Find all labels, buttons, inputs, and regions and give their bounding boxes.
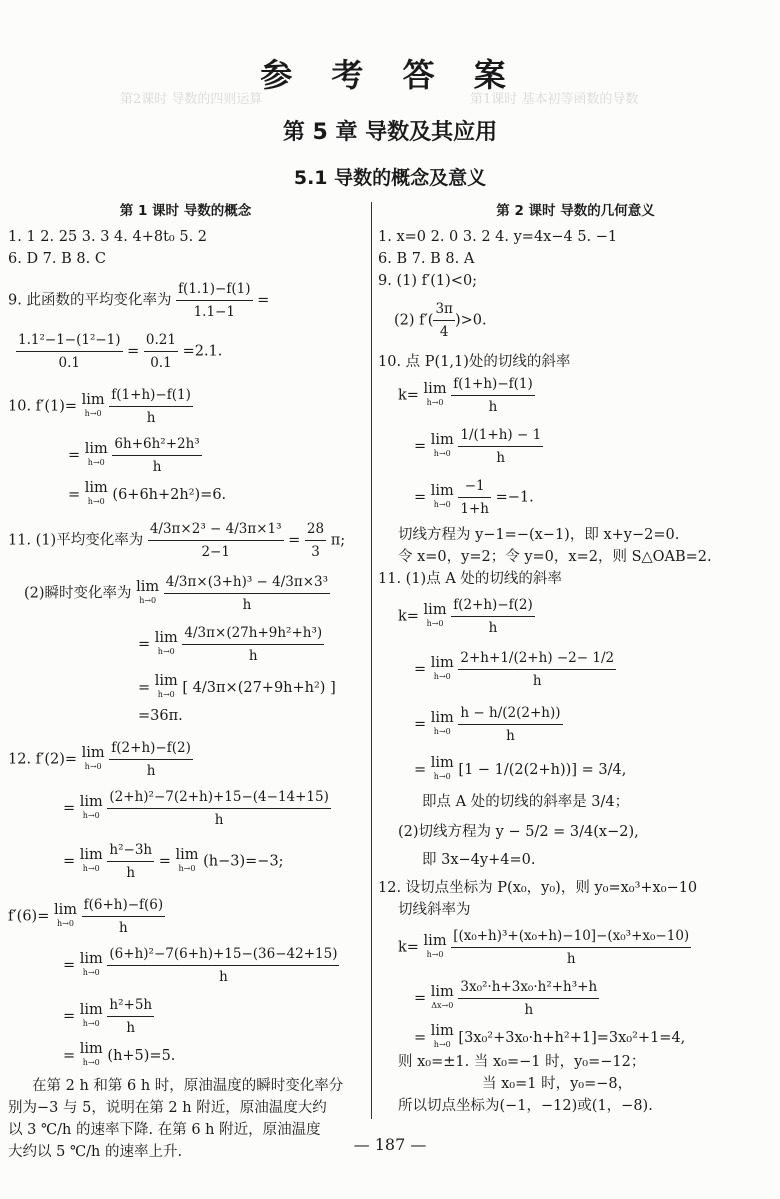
limit: [423, 932, 447, 961]
q10-line1: [398, 373, 773, 418]
lim-word: lim: [79, 846, 103, 863]
numerator: 6h+6h²+2h³: [112, 433, 201, 456]
paragraph-line: 以 3 ℃/h 的速率下降. 在第 6 h 附近，原油温度: [8, 1122, 321, 1138]
fraction: [451, 594, 535, 639]
text-line: 切线斜率为: [398, 902, 471, 918]
lim-word: lim: [136, 578, 160, 595]
lim-sub: h→0: [82, 863, 100, 873]
limit: [136, 578, 160, 607]
q12-line2: [63, 786, 363, 831]
lesson-heading: 第 2 课时 导数的几何意义: [496, 203, 655, 219]
limit: [430, 431, 454, 460]
text: =: [414, 438, 427, 455]
lim-word: lim: [430, 431, 454, 448]
text: k=: [398, 387, 419, 404]
lim-word: lim: [423, 932, 447, 949]
lim-sub: h→0: [82, 1018, 100, 1028]
fraction: [458, 647, 616, 692]
text: [1 − 1/(2(2+h))] = 3/4,: [458, 762, 627, 778]
fraction: [451, 373, 535, 418]
denominator: h: [126, 1020, 136, 1036]
q12b-line4: [63, 1043, 363, 1069]
lim-word: lim: [430, 755, 454, 771]
denominator: 1+h: [460, 501, 490, 517]
q11b-line1: [24, 571, 363, 616]
denominator: h: [248, 648, 258, 664]
limit: [430, 654, 454, 683]
text: =: [63, 1048, 76, 1064]
answer-line: 1. x=0 2. 0 3. 2 4. y=4x−4 5. −1: [378, 229, 618, 245]
lim-word: lim: [430, 654, 454, 671]
text: =: [414, 990, 427, 1007]
q12-heading: 12. 设切点坐标为 P(x₀，y₀)，则 y₀=x₀³+x₀−10: [378, 880, 698, 896]
denominator: h: [488, 620, 498, 636]
numerator: 3x₀²·h+3x₀·h²+h³+h: [458, 976, 599, 999]
numerator: (2+h)²−7(2+h)+15−(4−14+15): [107, 786, 330, 809]
q11-heading: 11. (1)点 A 处的切线的斜率: [378, 571, 562, 587]
numerator: 1.1²−1−(1²−1): [16, 329, 123, 352]
text: f′(6)=: [8, 908, 50, 925]
numerator: 1/(1+h) − 1: [458, 424, 543, 447]
fraction: [433, 298, 454, 343]
text: =: [138, 636, 151, 653]
lim-sub: h→0: [433, 499, 451, 509]
limit: [423, 380, 447, 409]
fraction: [144, 329, 178, 374]
text: [ 4/3π×(27+9h+h²) ]: [182, 680, 336, 696]
column-divider: [371, 202, 372, 1119]
text: =: [414, 762, 427, 778]
lim-sub: h→0: [433, 772, 451, 781]
fraction: [107, 839, 154, 884]
fraction: [182, 622, 324, 667]
denominator: 0.1: [58, 355, 80, 371]
q10-line1: [8, 384, 363, 429]
text: =: [414, 489, 427, 506]
limit: [79, 1001, 103, 1030]
q11-line4: [414, 757, 773, 783]
text: (h+5)=5.: [107, 1048, 176, 1064]
denominator: h: [214, 812, 224, 828]
lim-sub: h→0: [433, 1040, 451, 1049]
denominator: h: [524, 1002, 534, 1018]
lim-sub: h→0: [426, 397, 444, 407]
text-line: 所以切点坐标为(−1，−12)或(1，−8).: [398, 1098, 653, 1114]
lim-word: lim: [430, 1023, 454, 1039]
text: =2.1.: [182, 343, 223, 360]
paragraph-line: 在第 2 h 和第 6 h 时，原油温度的瞬时变化率分: [32, 1078, 344, 1094]
denominator: h: [146, 763, 156, 779]
fraction: [176, 278, 252, 323]
page-title: 参 考 答 案: [260, 56, 520, 94]
text: =−1.: [495, 489, 534, 506]
limit: [84, 440, 108, 469]
q11-line2: [414, 647, 773, 692]
q11b-line2: [138, 622, 363, 667]
denominator: h: [119, 920, 128, 936]
bleed-through-text: 第1课时 基本初等函数的导数: [470, 92, 639, 107]
lim-sub: h→0: [57, 918, 74, 928]
q11b-line3: [138, 675, 363, 701]
denominator: h: [126, 865, 136, 881]
lim-word: lim: [430, 482, 454, 499]
numerator: f(1+h)−f(1): [451, 373, 535, 396]
denominator: 2−1: [201, 544, 230, 560]
limit: [431, 757, 454, 783]
denominator: h: [152, 459, 162, 475]
text: π;: [330, 532, 346, 549]
lim-word: lim: [53, 901, 77, 918]
text: =: [68, 447, 81, 464]
lim-word: lim: [154, 673, 178, 689]
lim-sub: h→0: [433, 671, 451, 681]
answer-line: 9. (1) f′(1)<0;: [378, 273, 478, 289]
limit: [85, 482, 108, 508]
q11-line3: [414, 702, 773, 747]
fraction: [107, 786, 330, 831]
text: 10. f′(1)=: [8, 398, 78, 415]
text: =: [257, 292, 270, 309]
lim-sub: h→0: [82, 967, 100, 977]
page-number: — 187 —: [353, 1135, 427, 1154]
limit: [430, 482, 454, 511]
limit: [430, 983, 454, 1012]
text-line: 切线方程为 y−1=−(x−1)，即 x+y−2=0.: [398, 527, 680, 543]
text: =: [63, 800, 76, 817]
q12b-line2: [63, 943, 363, 988]
limit: [431, 1025, 454, 1051]
text: =: [68, 487, 81, 503]
denominator: h: [496, 450, 506, 466]
fraction: [109, 384, 193, 429]
lim-word: lim: [79, 1001, 103, 1018]
q12-line2: [414, 976, 773, 1021]
text: =: [158, 853, 171, 870]
q9-line2: [16, 329, 363, 374]
fraction: [458, 424, 543, 469]
text: 11. (1)平均变化率为: [8, 532, 144, 549]
limit: [79, 846, 103, 875]
lim-word: lim: [81, 744, 105, 761]
numerator: −1: [458, 475, 491, 498]
paragraph-line: 大约以 5 ℃/h 的速率上升.: [8, 1144, 183, 1160]
numerator: (6+h)²−7(6+h)+15−(36−42+15): [107, 943, 339, 966]
numerator: 4/3π×2³ − 4/3π×1³: [148, 518, 284, 541]
numerator: h²+5h: [107, 994, 154, 1017]
lim-sub: h→0: [157, 690, 175, 699]
numerator: f(6+h)−f(6): [82, 894, 166, 917]
denominator: 1.1−1: [193, 304, 235, 320]
text: 12. f′(2)=: [8, 751, 78, 768]
q10-line2: [414, 424, 773, 469]
numerator: f(2+h)−f(2): [109, 737, 193, 760]
denominator: 0.1: [150, 355, 172, 371]
lim-sub: h→0: [82, 810, 100, 820]
q10-line2: [68, 433, 363, 478]
answer-line: 6. B 7. B 8. A: [378, 251, 475, 267]
lim-word: lim: [84, 480, 108, 496]
fraction: [458, 702, 562, 747]
q9-line1: [8, 278, 363, 323]
limit: [53, 901, 77, 930]
fraction: [164, 571, 330, 616]
limit: [430, 709, 454, 738]
lim-word: lim: [423, 380, 447, 397]
q11-line1: [8, 518, 363, 563]
text: =: [63, 1008, 76, 1025]
denominator: h: [506, 728, 515, 744]
q9b-line: [394, 298, 773, 343]
limit: [81, 391, 105, 420]
text-line: 即 3x−4y+4=0.: [422, 852, 536, 868]
lim-sub: h→0: [82, 1058, 100, 1067]
fraction: [109, 737, 193, 782]
numerator: 28: [305, 518, 326, 541]
numerator: f(2+h)−f(2): [451, 594, 535, 617]
q11b-line4: =36π.: [138, 708, 183, 724]
q12b-line1: [8, 894, 363, 939]
fraction: [107, 943, 339, 988]
fraction: [148, 518, 284, 563]
fraction: [107, 994, 154, 1039]
numerator: 4/3π×(3+h)³ − 4/3π×3³: [164, 571, 330, 594]
numerator: [(x₀+h)³+(x₀+h)−10]−(x₀³+x₀−10): [451, 925, 691, 948]
text: k=: [398, 939, 419, 956]
lim-word: lim: [175, 846, 199, 863]
lim-sub: h→0: [87, 497, 105, 506]
text: =: [127, 343, 140, 360]
q12b-line3: [63, 994, 363, 1039]
text: (6+6h+2h²)=6.: [112, 487, 227, 503]
text: )>0.: [454, 312, 487, 329]
text: =: [414, 661, 427, 678]
numerator: h − h/(2(2+h)): [458, 702, 562, 725]
section-heading: 5.1 导数的概念及意义: [293, 167, 487, 189]
fraction: [112, 433, 201, 478]
lim-word: lim: [430, 983, 454, 1000]
denominator: h: [566, 951, 576, 967]
lim-word: lim: [79, 1041, 103, 1057]
text-line: (2)切线方程为 y − 5/2 = 3/4(x−2),: [398, 824, 639, 840]
lim-sub: h→0: [84, 761, 102, 771]
text: (2) f′(: [394, 312, 434, 329]
chapter-heading: 第 5 章 导数及其应用: [282, 120, 498, 145]
lim-word: lim: [423, 601, 447, 618]
lim-sub: h→0: [157, 646, 175, 656]
text-line: 即点 A 处的切线的斜率是 3/4；: [422, 794, 630, 810]
text: =: [414, 1030, 427, 1046]
text: k=: [398, 608, 419, 625]
lim-sub: h→0: [84, 408, 102, 418]
limit: [79, 793, 103, 822]
numerator: f(1+h)−f(1): [109, 384, 193, 407]
right-column: [378, 200, 773, 1117]
limit: [423, 601, 447, 630]
lim-word: lim: [84, 440, 108, 457]
left-column: [8, 200, 363, 1163]
denominator: h: [532, 673, 542, 689]
lim-word: lim: [154, 629, 178, 646]
q10-heading: 10. 点 P(1,1)处的切线的斜率: [378, 354, 571, 370]
q12-line3: [63, 839, 363, 884]
text-line: 令 x=0，y=2；令 y=0，x=2，则 S△OAB=2.: [398, 549, 712, 565]
q11-line1: [398, 594, 773, 639]
fraction: [458, 976, 599, 1021]
text: (2)瞬时变化率为: [24, 585, 132, 602]
text-line: 当 x₀=1 时，y₀=−8，: [482, 1076, 633, 1092]
denominator: h: [488, 399, 498, 415]
numerator: 2+h+1/(2+h) −2− 1/2: [458, 647, 616, 670]
answer-line: 1. 1 2. 25 3. 3 4. 4+8t₀ 5. 2: [8, 229, 208, 245]
denominator: 3: [311, 544, 320, 560]
text: =: [414, 716, 427, 733]
text: (h−3)=−3;: [203, 853, 284, 870]
numerator: 0.21: [144, 329, 178, 352]
text: =: [63, 957, 76, 974]
lim-sub: h→0: [426, 618, 444, 628]
numerator: f(1.1)−f(1): [176, 278, 252, 301]
lim-sub: h→0: [139, 595, 157, 605]
denominator: 4: [439, 324, 449, 340]
limit: [175, 846, 199, 875]
denominator: h: [219, 969, 228, 985]
limit: [79, 950, 103, 979]
q12-line1: [398, 925, 773, 970]
numerator: 4/3π×(27h+9h²+h³): [182, 622, 324, 645]
text-line: 则 x₀=±1. 当 x₀=−1 时，y₀=−12；: [398, 1054, 646, 1070]
limit: [81, 744, 105, 773]
numerator: 3π: [433, 298, 454, 321]
limit: [80, 1043, 103, 1069]
denominator: h: [242, 597, 252, 613]
lim-word: lim: [79, 950, 103, 967]
fraction: [451, 925, 691, 970]
q12-line3: [414, 1025, 773, 1051]
q12-line1: [8, 737, 363, 782]
numerator: h²−3h: [107, 839, 154, 862]
lim-sub: h→0: [433, 448, 451, 458]
lim-word: lim: [79, 793, 103, 810]
lim-sub: h→0: [433, 726, 451, 736]
fraction: [305, 518, 326, 563]
limit: [155, 675, 178, 701]
lim-sub: h→0: [178, 863, 196, 873]
paragraph-line: 别为−3 与 5，说明在第 2 h 附近，原油温度大约: [8, 1100, 327, 1116]
lim-word: lim: [81, 391, 105, 408]
q10-line3: [414, 475, 773, 520]
lim-sub: Δx→0: [431, 1000, 454, 1010]
text: 9. 此函数的平均变化率为: [8, 292, 172, 309]
text: =: [63, 853, 76, 870]
fraction: [82, 894, 166, 939]
text: =: [138, 680, 151, 696]
q10-line3: [68, 482, 363, 508]
lim-word: lim: [430, 709, 454, 726]
text: [3x₀²+3x₀·h+h²+1]=3x₀²+1=4,: [458, 1030, 686, 1046]
answer-line: 6. D 7. B 8. C: [8, 251, 106, 267]
lesson-heading: 第 1 课时 导数的概念: [119, 203, 252, 219]
lim-sub: h→0: [87, 457, 105, 467]
denominator: h: [146, 410, 156, 426]
bleed-through-text: 第2课时 导数的四则运算: [120, 92, 263, 107]
text: =: [288, 532, 301, 549]
lim-sub: h→0: [426, 949, 444, 959]
fraction: [16, 329, 123, 374]
limit: [154, 629, 178, 658]
fraction: [458, 475, 491, 520]
